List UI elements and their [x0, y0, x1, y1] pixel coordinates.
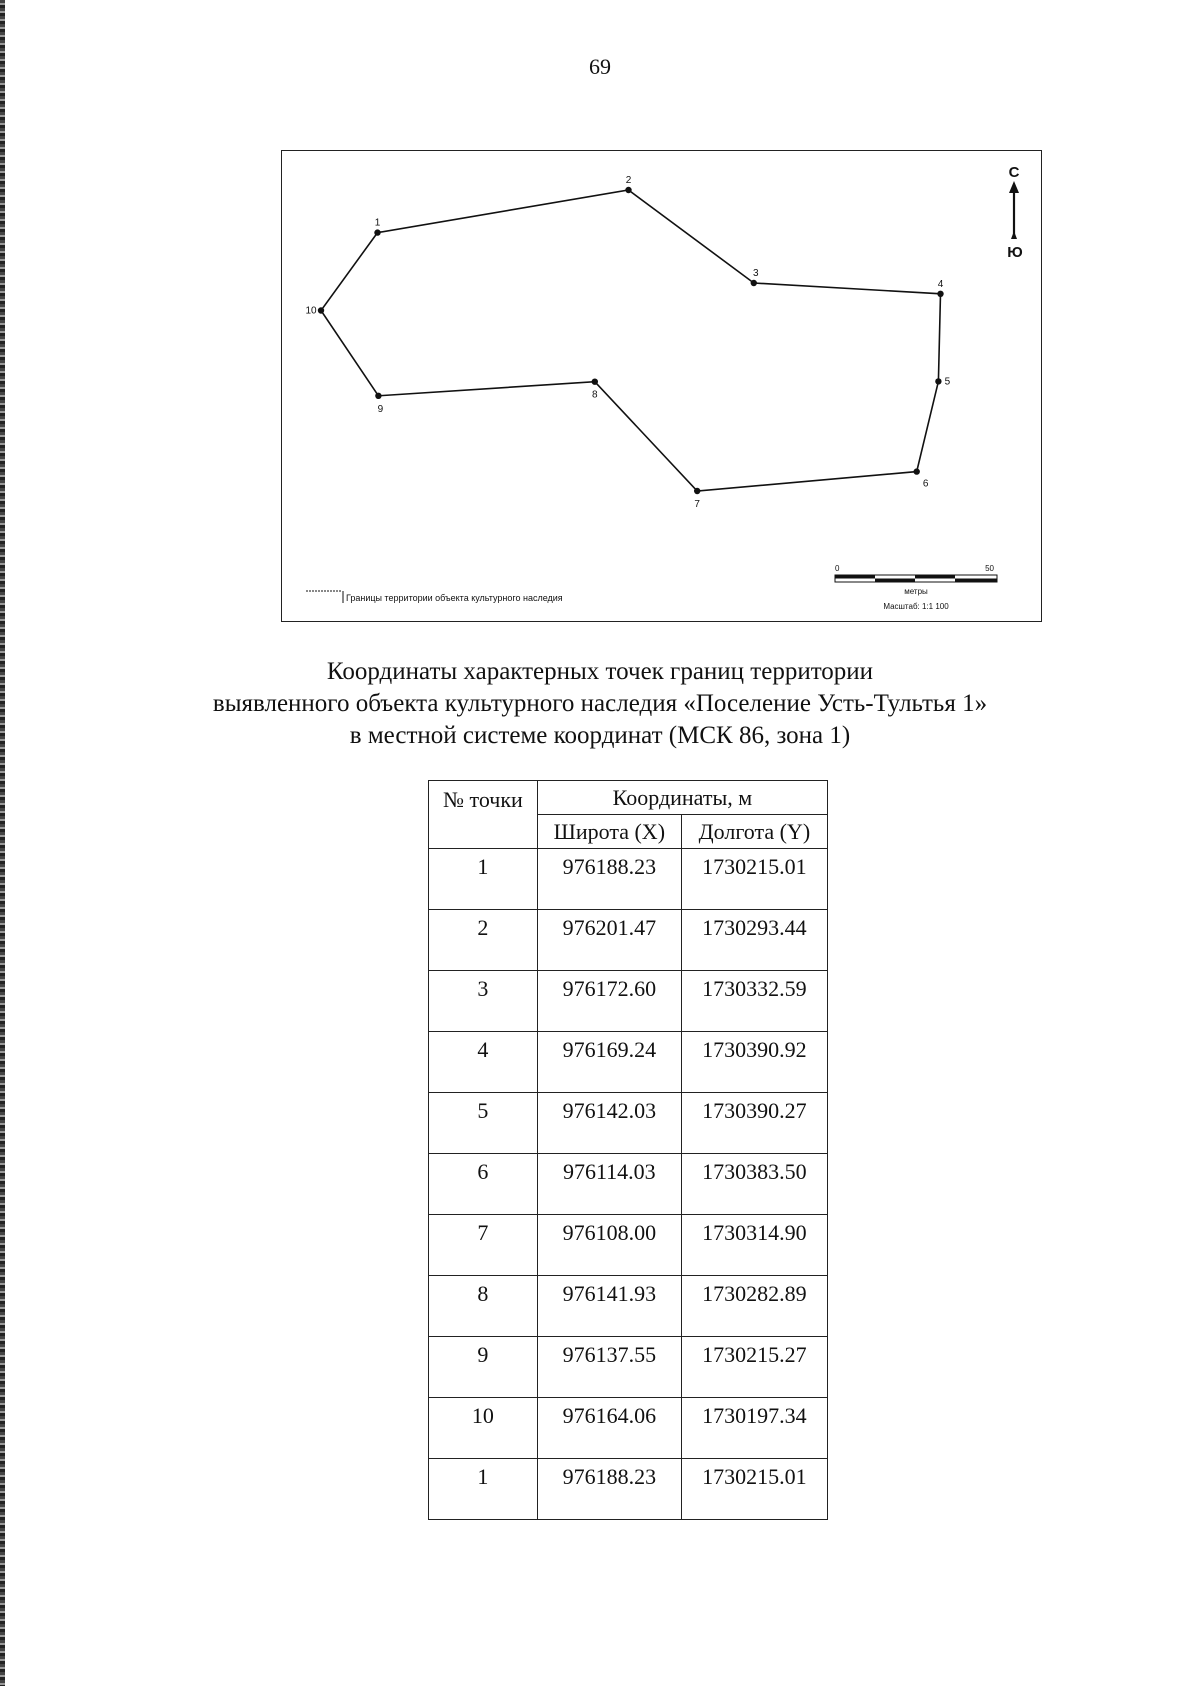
coord-y: 1730293.44 [681, 910, 827, 971]
coord-x: 976188.23 [537, 1459, 681, 1520]
table-row [429, 1276, 828, 1337]
vertex-point [694, 488, 700, 494]
scale-ratio: Масштаб: 1:1 100 [883, 602, 949, 611]
scale-end: 50 [985, 564, 994, 573]
scale-unit: метры [904, 587, 928, 596]
caption-line-3: в местной системе координат (МСК 86, зона 1) [349, 722, 851, 749]
header-coordinates: Координаты, м [537, 781, 827, 815]
point-number: 9 [429, 1337, 538, 1398]
table-row [429, 971, 828, 1032]
coord-y: 1730314.90 [681, 1215, 827, 1276]
table-row [429, 1337, 828, 1398]
coord-x: 976114.03 [537, 1154, 681, 1215]
vertex-label: 1 [374, 217, 381, 229]
coord-y: 1730215.01 [681, 849, 827, 910]
point-number: 4 [429, 1032, 538, 1093]
header-point-number: № точки [429, 781, 538, 849]
boundary-polygon [321, 190, 941, 491]
coord-y: 1730332.59 [681, 971, 827, 1032]
vertex-point [937, 291, 943, 297]
vertex-point [935, 378, 941, 384]
table-row [429, 1032, 828, 1093]
vertex-label: 4 [937, 278, 944, 290]
vertex-point [592, 379, 598, 385]
vertex-label: 8 [592, 389, 598, 401]
coord-y: 1730197.34 [681, 1398, 827, 1459]
point-number: 5 [429, 1093, 538, 1154]
coord-x: 976108.00 [537, 1215, 681, 1276]
vertex-point [914, 468, 920, 474]
coord-x: 976172.60 [537, 971, 681, 1032]
vertex-point [375, 393, 381, 399]
point-number: 8 [429, 1276, 538, 1337]
vertex-label: 3 [753, 268, 759, 279]
point-number: 1 [429, 1459, 538, 1520]
page-number: 69 [589, 54, 611, 79]
vertex-label: 10 [305, 305, 317, 317]
vertex-label: 2 [625, 175, 632, 186]
coord-y: 1730215.01 [681, 1459, 827, 1520]
coord-y: 1730282.89 [681, 1276, 827, 1337]
boundary-map [281, 150, 1042, 622]
vertex-point [751, 280, 757, 286]
coord-y: 1730390.27 [681, 1093, 827, 1154]
point-number: 6 [429, 1154, 538, 1215]
coord-x: 976201.47 [537, 910, 681, 971]
header-x: Широта (X) [537, 815, 681, 849]
table-row [429, 1398, 828, 1459]
coord-x: 976142.03 [537, 1093, 681, 1154]
vertex-label: 5 [944, 376, 951, 388]
table-row [429, 1154, 828, 1215]
vertex-layer [305, 175, 950, 510]
table-row [429, 1459, 828, 1520]
map-legend [306, 591, 563, 603]
table-row [429, 1093, 828, 1154]
point-number: 3 [429, 971, 538, 1032]
point-number: 2 [429, 910, 538, 971]
coord-y: 1730215.27 [681, 1337, 827, 1398]
table-row [429, 849, 828, 910]
boundary-line [321, 190, 941, 491]
north-letter: С [1008, 164, 1020, 181]
legend-text: Границы территории объекта культурного наследия [346, 593, 563, 603]
caption-line-1: Координаты характерных точек границ территории [326, 658, 874, 685]
vertex-point [625, 187, 631, 193]
north-arrow-icon [1007, 164, 1022, 261]
point-number: 7 [429, 1215, 538, 1276]
coord-y: 1730390.92 [681, 1032, 827, 1093]
caption-line-2: выявленного объекта культурного наследия «Поселение Усть-Тультья 1» [212, 690, 988, 717]
map-canvas [282, 151, 1040, 620]
table-caption [0, 656, 1200, 752]
coord-x: 976188.23 [537, 849, 681, 910]
vertex-point [318, 307, 324, 313]
header-y: Долгота (Y) [681, 815, 827, 849]
vertex-label: 7 [694, 499, 700, 510]
table-row [429, 910, 828, 971]
coord-x: 976169.24 [537, 1032, 681, 1093]
vertex-point [374, 229, 380, 235]
vertex-label: 6 [922, 478, 929, 490]
vertex-label: 9 [377, 403, 384, 415]
coord-x: 976141.93 [537, 1276, 681, 1337]
scale-bar [835, 564, 997, 611]
point-number: 1 [429, 849, 538, 910]
coordinates-table [428, 780, 828, 1520]
coord-y: 1730383.50 [681, 1154, 827, 1215]
south-letter: Ю [1007, 244, 1023, 261]
coord-x: 976137.55 [537, 1337, 681, 1398]
coord-x: 976164.06 [537, 1398, 681, 1459]
point-number: 10 [429, 1398, 538, 1459]
scan-edge [0, 0, 5, 1686]
table-row [429, 1215, 828, 1276]
scale-start: 0 [835, 564, 840, 573]
